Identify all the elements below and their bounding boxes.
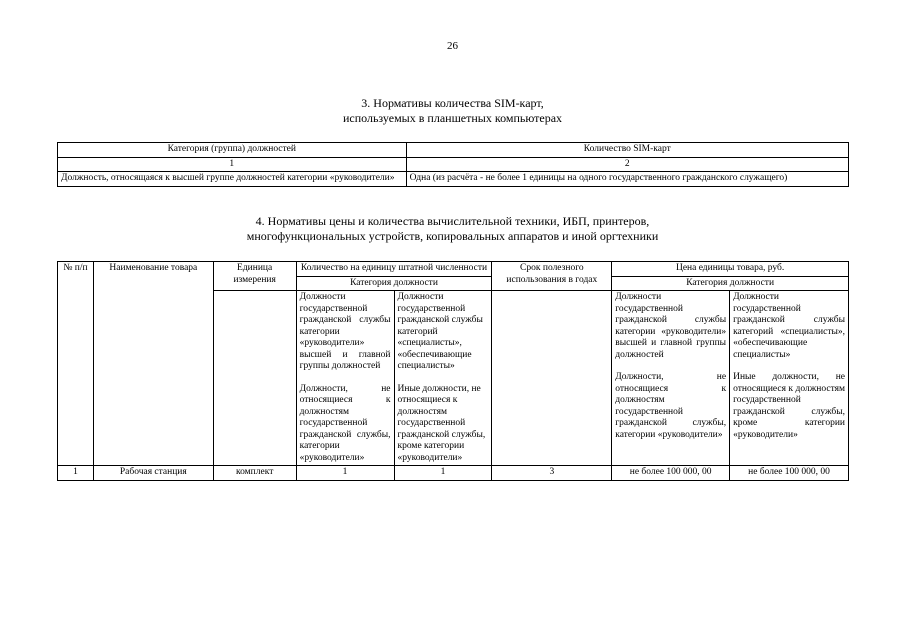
price-category-2 <box>730 291 849 466</box>
header-unit: Единица измерения <box>213 262 296 291</box>
section4-title-line2: многофункциональных устройств, копировальных аппаратов и иной оргтехники <box>246 229 659 243</box>
column-number-2: 2 <box>406 157 848 172</box>
sim-cards-table <box>57 142 849 187</box>
row-price-1: не более 100 000, 00 <box>612 466 730 481</box>
header-num: № п/п <box>58 262 94 466</box>
price-category-1 <box>612 291 730 466</box>
row-term: 3 <box>492 466 612 481</box>
cell-sim-count: Одна (из расчёта - не более 1 единицы на одного государственного гражданского служащего) <box>406 172 848 187</box>
column-number-1: 1 <box>58 157 407 172</box>
table-row <box>58 172 849 187</box>
header-price: Цена единицы товара, руб. <box>612 262 849 277</box>
page-number: 26 <box>447 40 458 52</box>
row-price-2: не более 100 000, 00 <box>730 466 849 481</box>
price-category-label: Категория должности <box>612 276 849 291</box>
header-category: Категория (группа) должностей <box>58 143 407 158</box>
header-sim-count: Количество SIM-карт <box>406 143 848 158</box>
row-num: 1 <box>58 466 94 481</box>
section3-title-line1: 3. Нормативы количества SIM-карт, <box>361 96 544 110</box>
table-row <box>58 466 849 481</box>
price-category-1-text: Должности государственной гражданской службы категории «руководители» высшей и главной группы должностей <box>615 292 727 360</box>
header-qty: Количество на единицу штатной численности <box>296 262 492 277</box>
row-name: Рабочая станция <box>93 466 213 481</box>
section4-title <box>0 214 905 244</box>
qty-category-2-other: Иные должности, не относящиеся к должностям государственной гражданской службы, кроме категории «руководители» <box>397 383 486 463</box>
qty-category-2 <box>394 291 492 466</box>
section3-title <box>0 96 905 126</box>
price-category-2-text: Должности государственной гражданской службы категорий «специалисты», «обеспечивающие специалисты» <box>733 292 845 360</box>
qty-category-label: Категория должности <box>296 276 492 291</box>
row-qty-2: 1 <box>394 466 492 481</box>
row-qty-1: 1 <box>296 466 394 481</box>
header-name: Наименование товара <box>93 262 213 466</box>
term-spacer <box>492 291 612 466</box>
table-header-row <box>58 143 849 158</box>
header-term: Срок полезного использования в годах <box>492 262 612 291</box>
qty-category-1-text: Должности государственной гражданской службы категории «руководители» высшей и главной группы должностей <box>299 292 391 371</box>
unit-spacer <box>213 291 296 466</box>
qty-category-2-text: Должности государственной гражданской службы категорий «специалисты», «обеспечивающие специалисты» <box>397 292 483 371</box>
section4-title-line1: 4. Нормативы цены и количества вычислительной техники, ИБП, принтеров, <box>255 214 650 228</box>
table-number-row <box>58 157 849 172</box>
cell-category: Должность, относящаяся к высшей группе должностей категории «руководители» <box>58 172 407 187</box>
price-category-2-other: Иные должности, не относящиеся к должностям государственной гражданской службы, кроме категории «руководители» <box>733 372 845 440</box>
row-unit: комплект <box>213 466 296 481</box>
price-category-1-other: Должности, не относящиеся к должностям государственной гражданской службы, категории «руководители» <box>615 372 727 440</box>
section3-title-line2: используемых в планшетных компьютерах <box>342 111 563 125</box>
qty-category-1-other: Должности, не относящиеся к должностям государственной гражданской службы, категории «руководители» <box>299 383 391 463</box>
qty-category-1 <box>296 291 394 466</box>
equipment-table <box>57 261 849 481</box>
table-header-row <box>58 262 849 277</box>
